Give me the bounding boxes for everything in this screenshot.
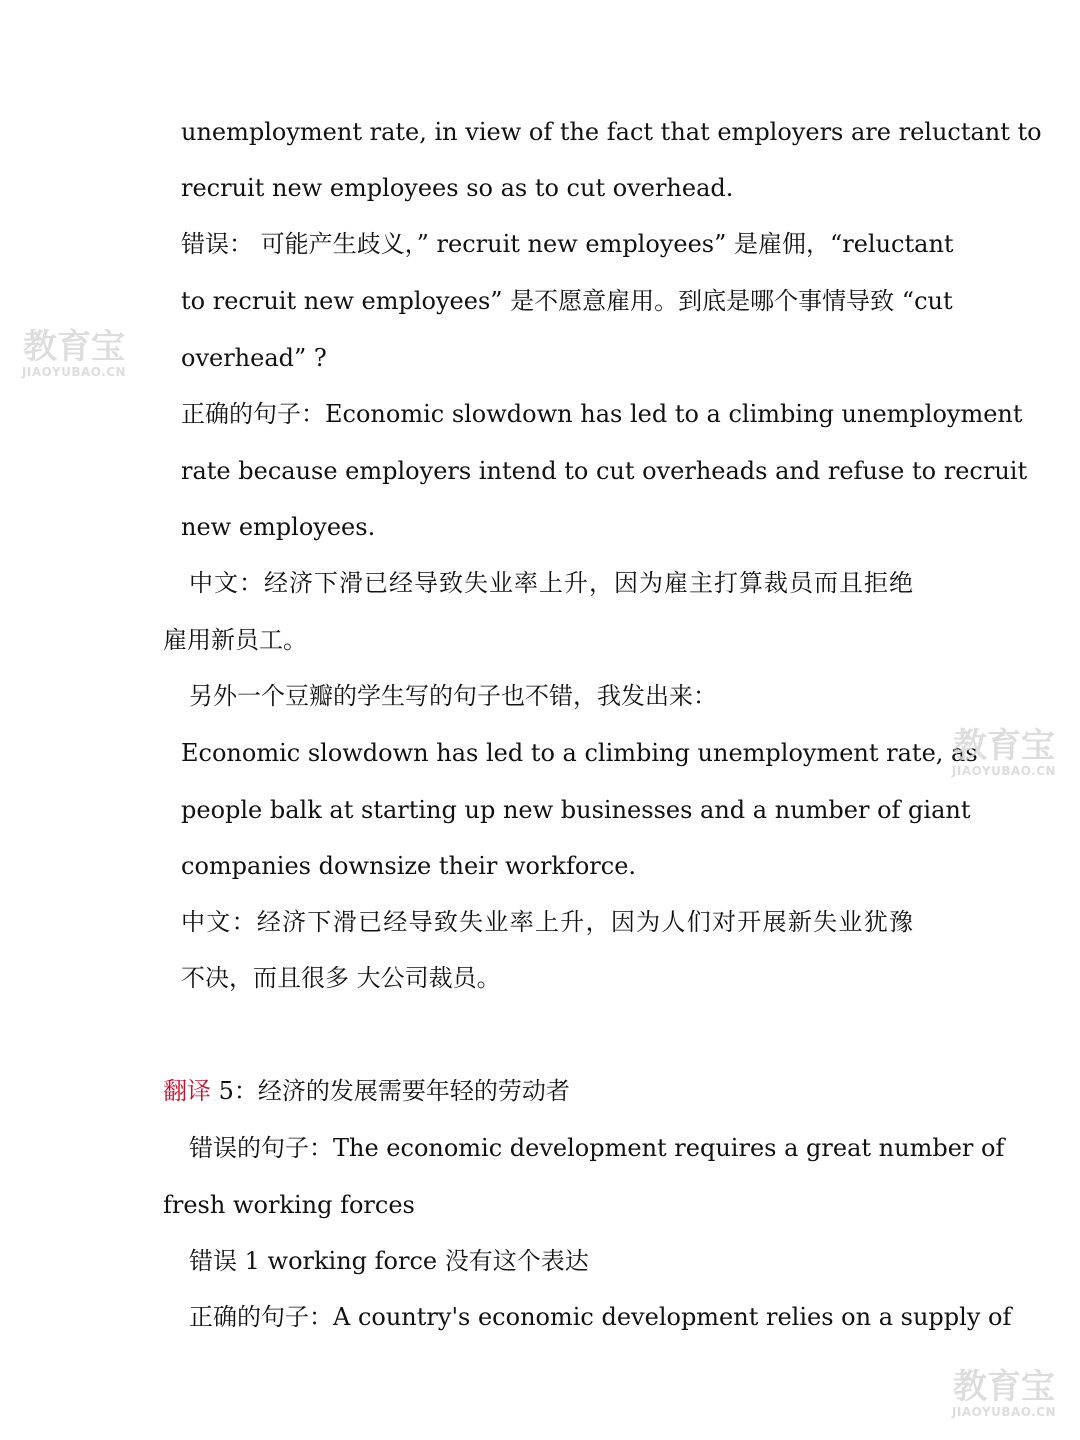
watermark-logo: [18, 329, 130, 379]
watermark-logo: [948, 728, 1060, 778]
text-line: people balk at starting up new businesses and a number of giant: [181, 796, 971, 824]
text-line: recruit new employees so as to cut overhead.: [181, 174, 734, 202]
watermark-domain: JIAOYUBAO.CN: [21, 365, 127, 379]
text-line: 错误的句子：The economic development requires a great number of: [189, 1134, 1005, 1162]
watermark-domain: JIAOYUBAO.CN: [951, 764, 1057, 778]
text-line: 正确的句子：Economic slowdown has led to a climbing unemployment: [181, 400, 1023, 428]
watermark-logo: [948, 1369, 1060, 1419]
watermark-brand: 教育宝: [953, 726, 1055, 766]
text-line: 不决，而且很多 大公司裁员。: [181, 964, 501, 992]
text-line: 中文：经济下滑已经导致失业率上升，因为人们对开展新失业犹豫: [181, 908, 913, 936]
text-line: companies downsize their workforce.: [181, 852, 637, 880]
heading-label: 翻译: [163, 1077, 211, 1105]
text-line: new employees.: [181, 513, 376, 541]
text-line: 中文：经济下滑已经导致失业率上升，因为雇主打算裁员而且拒绝: [189, 569, 913, 597]
text-line: fresh working forces: [163, 1191, 415, 1219]
watermark-brand: 教育宝: [953, 1367, 1055, 1407]
text-line: 正确的句子：A country's economic development relies on a supply of: [189, 1303, 1012, 1331]
text-line: overhead” ?: [181, 344, 327, 372]
text-line: Economic slowdown has led to a climbing unemployment rate, as: [181, 739, 978, 767]
heading-text: 5：经济的发展需要年轻的劳动者: [218, 1077, 570, 1105]
watermark-domain: JIAOYUBAO.CN: [951, 1405, 1057, 1419]
section-heading: [163, 1075, 570, 1107]
text-line: 雇用新员工。: [163, 626, 307, 654]
watermark-brand: 教育宝: [23, 327, 125, 367]
text-line: unemployment rate, in view of the fact that employers are reluctant to: [181, 118, 1042, 146]
text-line: 错误： 可能产生歧义，” recruit new employees” 是雇佣，“reluctant: [181, 230, 954, 258]
text-line: rate because employers intend to cut overheads and refuse to recruit: [181, 457, 1028, 485]
text-line: 错误 1 working force 没有这个表达: [189, 1247, 589, 1275]
text-line: to recruit new employees” 是不愿意雇用。到底是哪个事情导致 “cut: [181, 287, 953, 315]
text-line: 另外一个豆瓣的学生写的句子也不错，我发出来：: [189, 682, 717, 710]
